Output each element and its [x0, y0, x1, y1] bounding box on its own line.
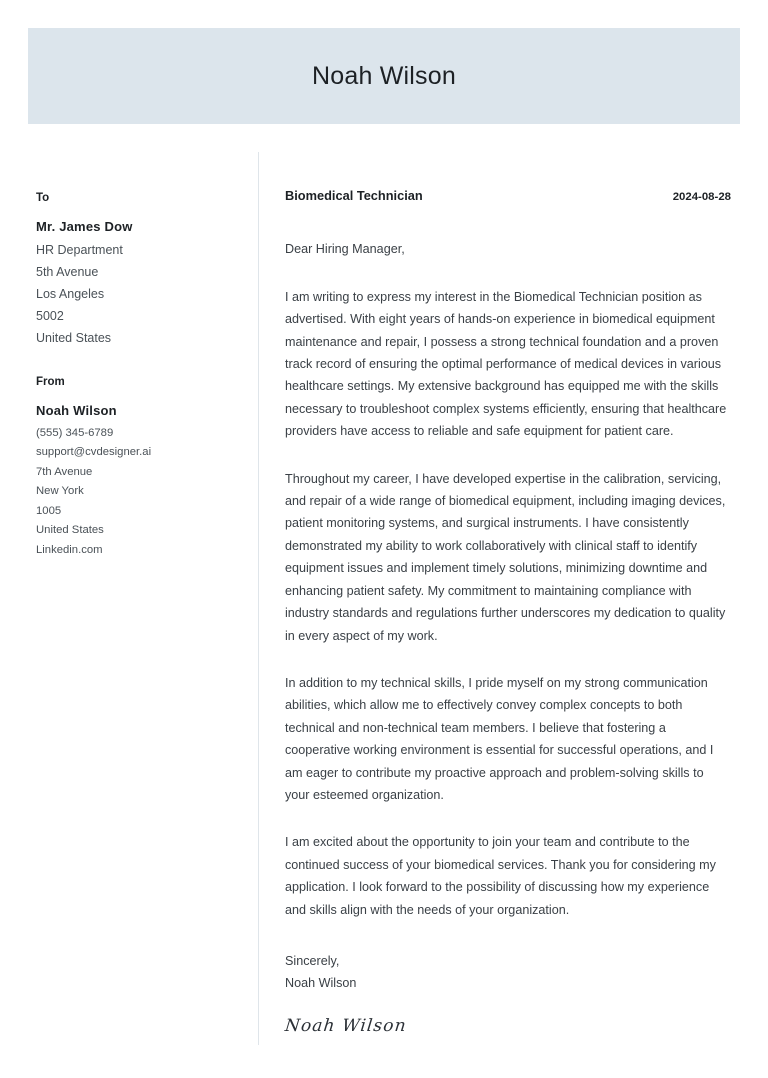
sender-phone: (555) 345-6789 — [36, 427, 114, 440]
to-heading: To — [36, 192, 50, 204]
closing-word: Sincerely, — [285, 953, 340, 968]
contact-sidebar — [36, 192, 236, 560]
letter-header-row — [285, 188, 731, 205]
sender-line: 1005 — [36, 504, 62, 517]
sender-line: New York — [36, 485, 84, 498]
sidebar-spacer — [36, 350, 236, 376]
closing-block — [285, 951, 731, 994]
page-title: Noah Wilson — [312, 61, 456, 90]
from-heading: From — [36, 375, 65, 388]
recipient-line: HR Department — [36, 243, 123, 258]
sender-email: support@cvdesigner.ai — [36, 446, 152, 459]
recipient-name: Mr. James Dow — [36, 218, 133, 234]
letter-paragraph: I am writing to express my interest in the Biomedical Technician position as advertised. With eight years of hands-on experience in biomedical equipment maintenance and repair, I possess a strong technical foundation and a proven track record of ensuring the optimal performance of medical devices in various healthcare settings. My extensive background has equipped me with the skills necessary to troubleshoot complex systems efficiently, ensuring that healthcare providers have access to reliable and safe equipment for patient care. — [285, 289, 727, 439]
sender-website: Linkedin.com — [36, 543, 103, 556]
recipient-line: 5002 — [36, 308, 64, 323]
letter-paragraph: In addition to my technical skills, I pride myself on my strong communication abilities, which allow me to effectively convey complex concepts to both technical and non-technical team members. I believe that fostering a cooperative working environment is essential for successful operations, and I am eager to contribute my proactive approach and problem-solving skills to your esteemed organization. — [285, 675, 714, 802]
sender-line: United States — [36, 524, 104, 537]
recipient-line: 5th Avenue — [36, 265, 99, 280]
recipient-line: Los Angeles — [36, 287, 105, 302]
letter-content — [285, 188, 731, 1036]
sender-name: Noah Wilson — [36, 402, 117, 418]
closing-name: Noah Wilson — [285, 975, 357, 990]
column-divider — [258, 152, 259, 1045]
sender-line: 7th Avenue — [36, 465, 93, 478]
signature: Noah Wilson — [283, 1016, 408, 1037]
letter-paragraph: Throughout my career, I have developed expertise in the calibration, servicing, and repair of a wide range of biomedical equipment, including imaging devices, patient monitoring systems, and surgical instruments. I have consistently demonstrated my ability to work collaboratively with clinical staff to identify equipment issues and implement timely solutions, minimizing downtime and enhancing patient safety. My commitment to maintaining compliance with industry standards and regulations further underscores my dedication to quality in every aspect of my work. — [285, 471, 726, 643]
letter-paragraph: I am excited about the opportunity to join your team and contribute to the continued success of your biomedical services. Thank you for considering my application. I look forward to the possibility of discussing how my experience and skills align with the needs of your organization. — [285, 835, 716, 917]
document-header-band — [28, 28, 740, 124]
job-title: Biomedical Technician — [285, 188, 423, 203]
salutation: Dear Hiring Manager, — [285, 241, 405, 256]
recipient-line: United States — [36, 330, 112, 345]
letter-date: 2024-08-28 — [672, 191, 731, 203]
